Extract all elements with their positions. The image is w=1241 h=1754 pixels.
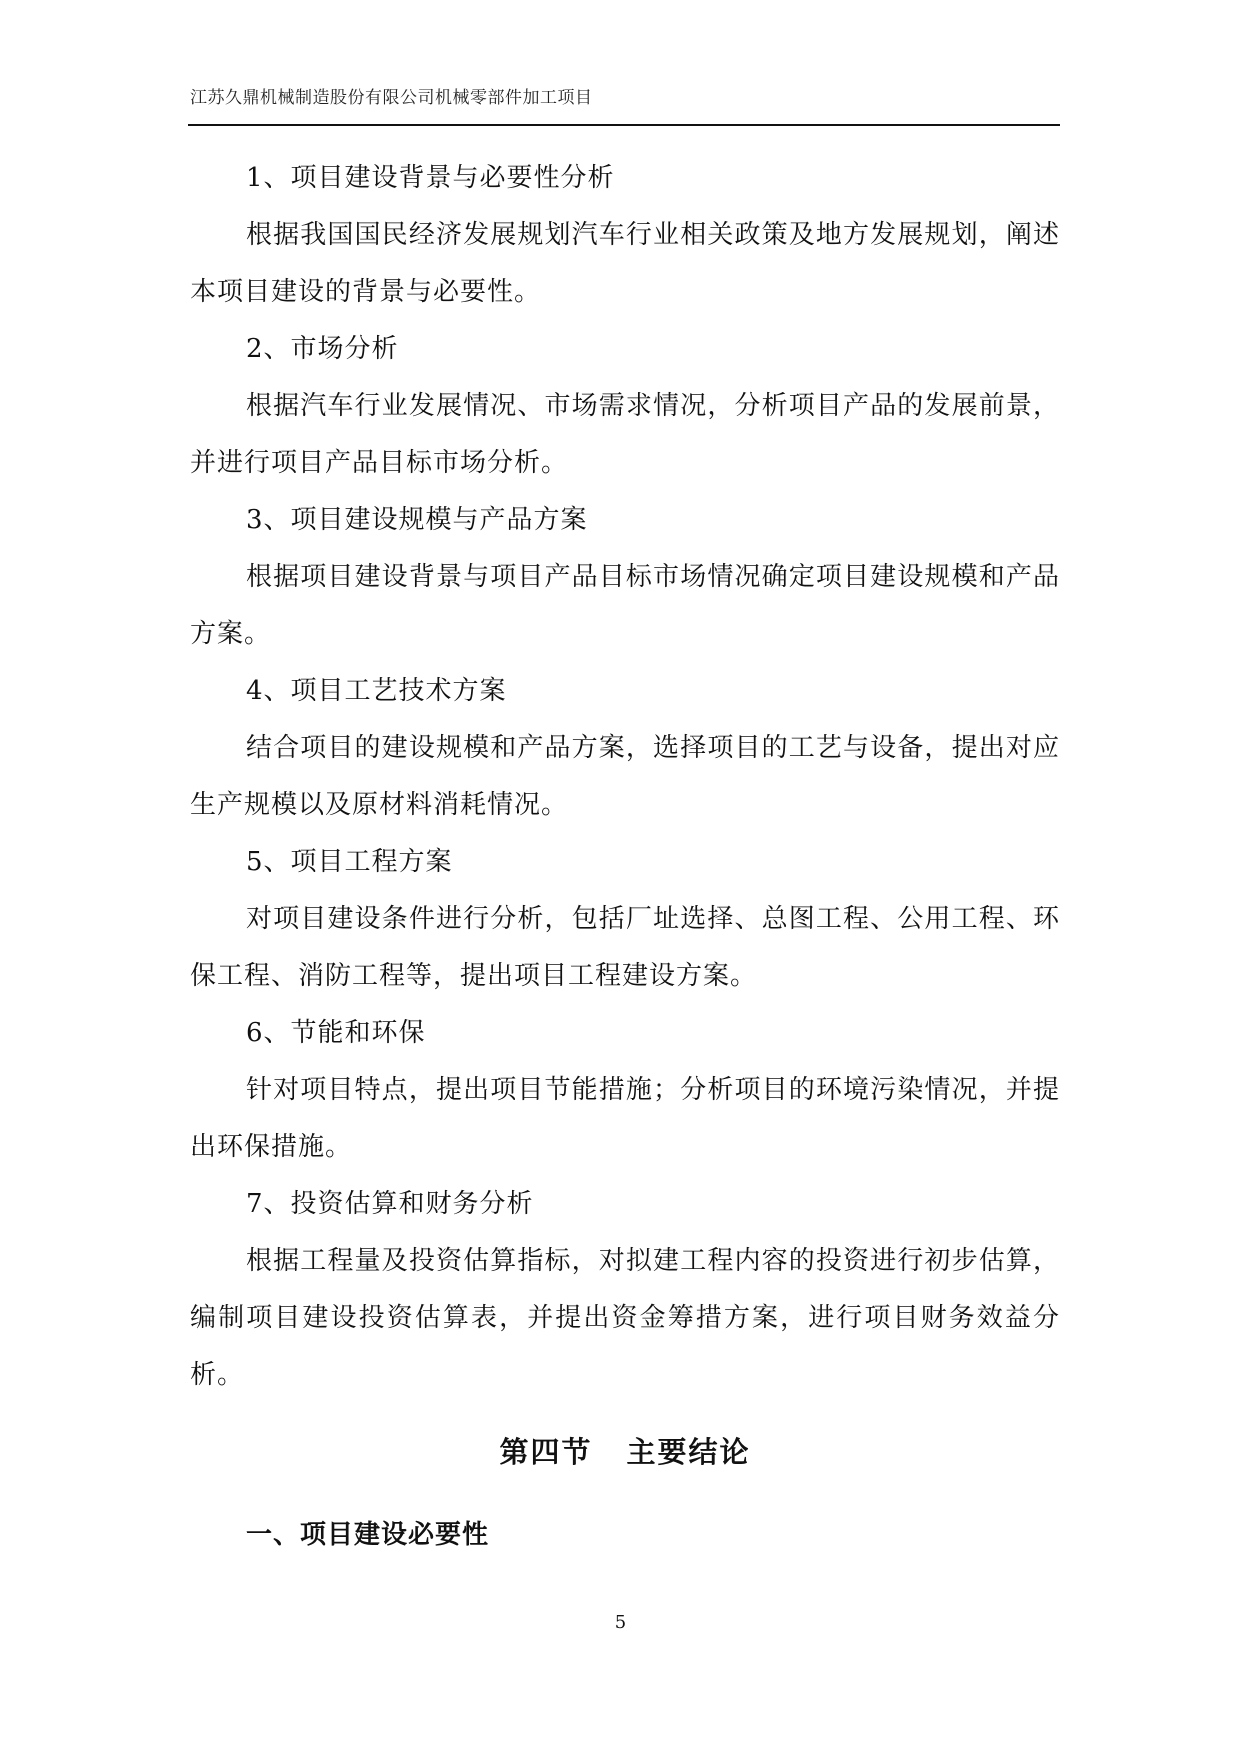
section-name: 主要结论 <box>626 1435 751 1469</box>
item-body-5: 对项目建设条件进行分析，包括厂址选择、总图工程、公用工程、环保工程、消防工程等，提出项目工程建设方案。 <box>190 904 1060 991</box>
item-heading-4: 4、项目工艺技术方案 <box>246 676 507 706</box>
item-heading-2: 2、市场分析 <box>246 334 399 364</box>
item-heading-6: 6、节能和环保 <box>246 1018 426 1048</box>
item-heading-3: 3、项目建设规模与产品方案 <box>246 505 588 535</box>
item-heading-5: 5、项目工程方案 <box>246 847 453 877</box>
item-body-2: 根据汽车行业发展情况、市场需求情况，分析项目产品的发展前景，并进行项目产品目标市场分析。 <box>190 391 1060 478</box>
item-heading-1: 1、项目建设背景与必要性分析 <box>246 163 615 193</box>
item-body-7: 根据工程量及投资估算指标，对拟建工程内容的投资进行初步估算，编制项目建设投资估算表，并提出资金筹措方案，进行项目财务效益分析。 <box>190 1246 1060 1390</box>
item-body-1: 根据我国国民经济发展规划汽车行业相关政策及地方发展规划，阐述本项目建设的背景与必要性。 <box>190 220 1060 307</box>
subsection-heading: 一、项目建设必要性 <box>246 1520 490 1550</box>
header-divider <box>188 124 1060 126</box>
item-body-4: 结合项目的建设规模和产品方案，选择项目的工艺与设备，提出对应生产规模以及原材料消耗情况。 <box>190 733 1060 820</box>
item-heading-7: 7、投资估算和财务分析 <box>246 1189 534 1219</box>
section-title <box>190 1430 1060 1471</box>
item-body-6: 针对项目特点，提出项目节能措施；分析项目的环境污染情况，并提出环保措施。 <box>190 1075 1060 1162</box>
page-number: 5 <box>614 1612 627 1633</box>
item-body-3: 根据项目建设背景与项目产品目标市场情况确定项目建设规模和产品方案。 <box>190 562 1060 649</box>
running-header: 江苏久鼎机械制造股份有限公司机械零部件加工项目 <box>190 88 593 108</box>
section-number: 第四节 <box>499 1435 593 1469</box>
body-content <box>190 150 1060 1404</box>
